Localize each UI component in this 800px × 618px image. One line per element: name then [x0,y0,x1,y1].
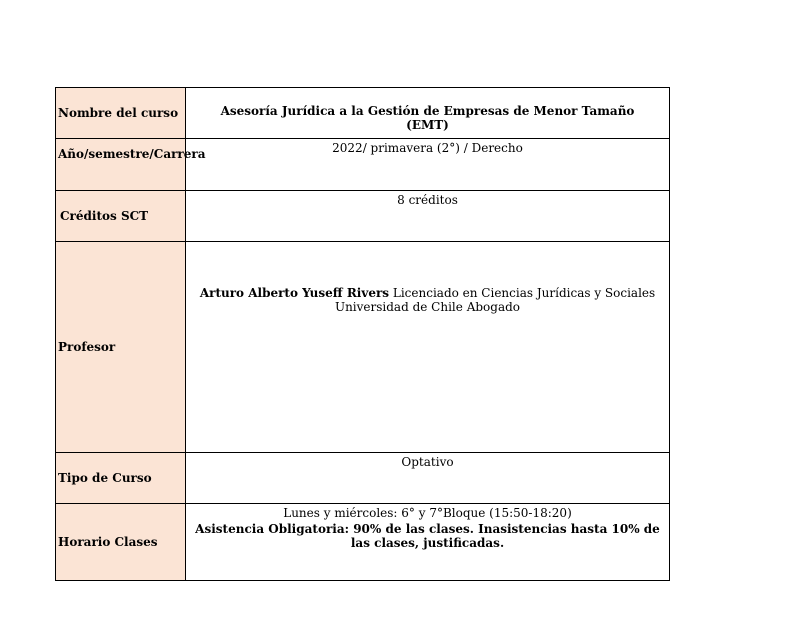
label-horario: Horario Clases [56,504,186,581]
course-info-table [55,87,670,581]
row-anio-semestre [56,139,670,191]
label-anio-semestre: Año/semestre/Carrera [56,139,186,191]
horario-attendance: Asistencia Obligatoria: 90% de las clases. Inasistencias hasta 10% de las clases, justificadas. [195,522,660,550]
row-tipo-curso [56,453,670,504]
horario-schedule: Lunes y miércoles: 6° y 7°Bloque (15:50-18:20) [283,506,572,520]
value-horario [186,504,670,581]
row-horario [56,504,670,581]
course-title: Asesoría Jurídica a la Gestión de Empresas de Menor Tamaño [220,104,635,118]
profesor-block [186,286,669,314]
label-tipo-curso: Tipo de Curso [56,453,186,504]
label-profesor: Profesor [56,242,186,453]
value-tipo-curso: Optativo [186,453,670,504]
course-title-abbrev: (EMT) [406,118,449,132]
profesor-qualification: Licenciado en Ciencias Jurídicas y Sociales Universidad de Chile [334,286,656,314]
value-anio-semestre: 2022/ primavera (2°) / Derecho [186,139,670,191]
value-creditos: 8 créditos [186,191,670,242]
row-profesor [56,242,670,453]
label-nombre-curso: Nombre del curso [56,88,186,139]
profesor-name: Arturo Alberto Yuseff Rivers [199,286,390,300]
row-nombre-curso [56,88,670,139]
row-creditos [56,191,670,242]
label-creditos: Créditos SCT [56,191,186,242]
value-profesor [186,242,670,453]
profesor-title: Abogado [466,300,521,314]
value-nombre-curso [186,88,670,139]
